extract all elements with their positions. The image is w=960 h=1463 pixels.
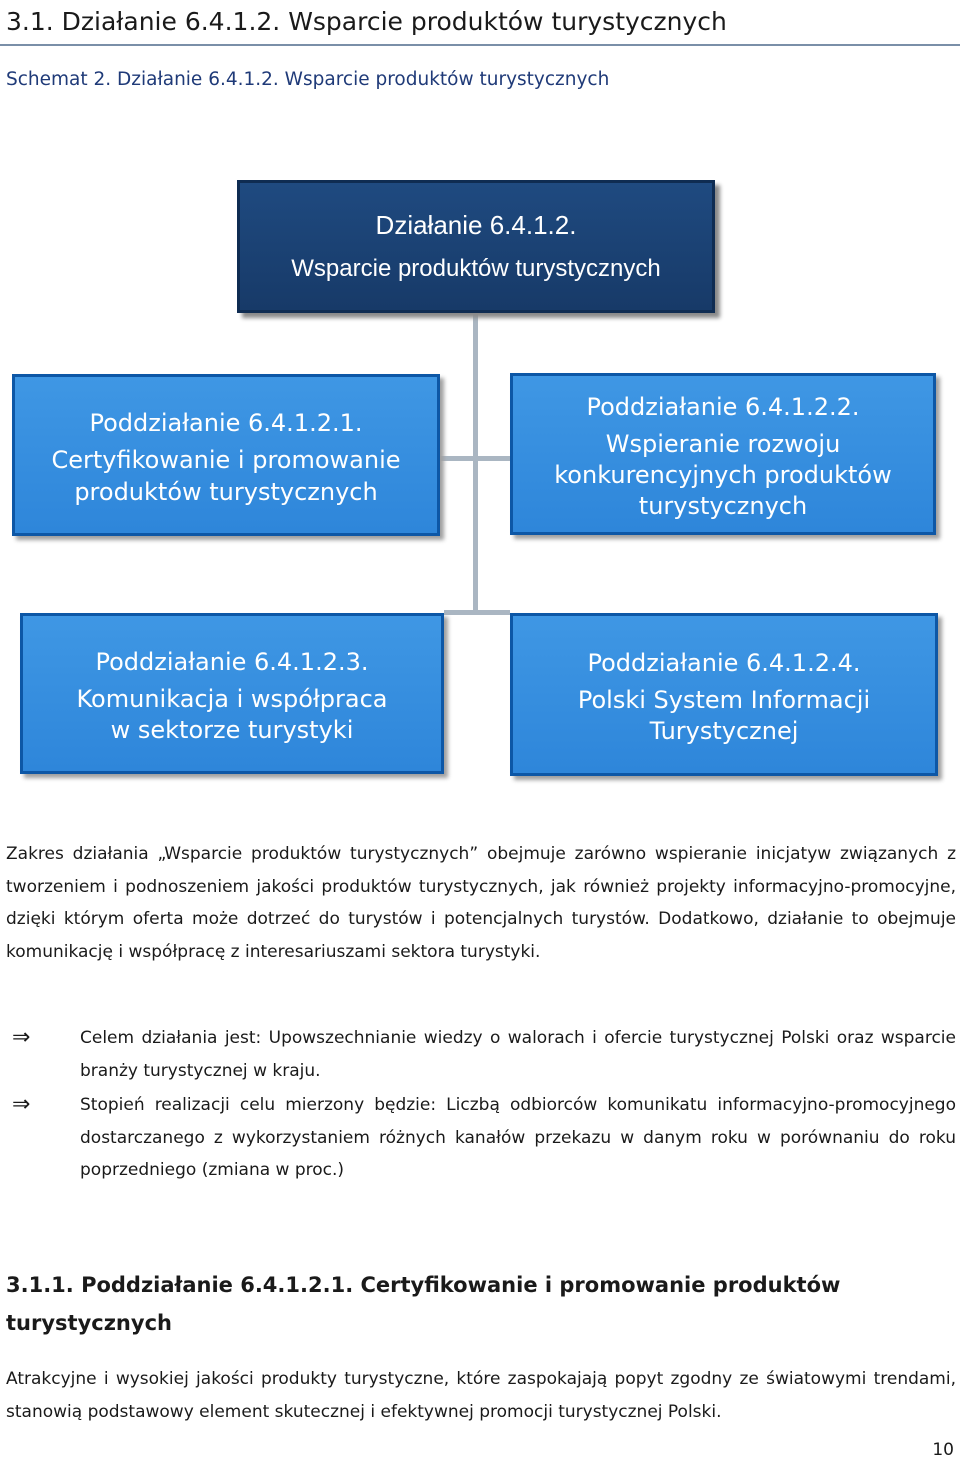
section-heading: 3.1. Działanie 6.4.1.2. Wsparcie produktów turystycznych	[6, 7, 727, 36]
diagram-box-sub-6-4-1-2-2	[510, 373, 936, 535]
box-text: Komunikacja i współpraca	[76, 684, 388, 713]
box-text: Polski System Informacji	[577, 685, 871, 714]
diagram-box-main-action	[237, 180, 715, 313]
box-title: Poddziałanie 6.4.1.2.1.	[89, 409, 363, 438]
box-text: konkurencyjnych produktów	[554, 461, 892, 489]
subsection-heading: 3.1.1. Poddziałanie 6.4.1.2.1. Certyfikowanie i promowanie produktów turystycznych	[6, 1273, 841, 1335]
intro-paragraph: Zakres działania „Wsparcie produktów turystycznych” obejmuje zarówno wspieranie inicjatyw związanych z tworzeniem i podnoszeniem jakości produktów turystycznych, jak również projekty informacyjno-promocyjne, dzięki którym oferta może dotrzeć do turystów i potencjalnych turystów. Dodatkowo, działanie to obejmuje komunikację i współpracę z interesariuszami sektora turystyki.	[6, 844, 956, 962]
closing-paragraph: Atrakcyjne i wysokiej jakości produkty turystyczne, które zaspokajają popyt zgodny ze światowymi trendami, stanowią podstawowy element skutecznej i efektywnej promocji turystycznej Polski.	[6, 1369, 956, 1422]
page-number: 10	[932, 1440, 954, 1460]
box-title: Poddziałanie 6.4.1.2.3.	[95, 647, 369, 676]
diagram-box-sub-6-4-1-2-4	[510, 613, 938, 776]
box-title: Poddziałanie 6.4.1.2.4.	[587, 648, 861, 677]
diagram-box-sub-6-4-1-2-1	[12, 374, 440, 536]
double-arrow-icon: ⇒	[12, 1092, 31, 1117]
double-arrow-icon: ⇒	[12, 1025, 31, 1050]
section-header	[0, 0, 960, 46]
diagram-caption: Schemat 2. Działanie 6.4.1.2. Wsparcie produktów turystycznych	[6, 69, 610, 90]
bullet-text: Celem działania jest: Upowszechnianie wiedzy o walorach i ofercie turystycznej Polski oraz wsparcie branży turystycznej w kraju.	[80, 1028, 956, 1081]
bullet-item-goal	[6, 1022, 956, 1087]
box-text: produktów turystycznych	[74, 477, 378, 506]
box-title: Działanie 6.4.1.2.	[375, 209, 577, 240]
box-subtitle: Wsparcie produktów turystycznych	[291, 255, 661, 283]
connector-branch-left-upper	[440, 456, 476, 461]
connector-branch-right-lower	[476, 610, 510, 615]
connector-branch-right-upper	[476, 456, 510, 461]
box-text: Certyfikowanie i promowanie	[51, 446, 401, 475]
box-title: Poddziałanie 6.4.1.2.2.	[586, 392, 860, 421]
box-text: turystycznych	[638, 492, 808, 521]
bullet-item-indicator	[6, 1089, 956, 1187]
box-text: Turystycznej	[649, 717, 799, 746]
connector-branch-left-lower	[444, 610, 476, 615]
diagram-box-sub-6-4-1-2-3	[20, 613, 444, 774]
box-text: Wspieranie rozwoju	[605, 429, 841, 458]
box-text: w sektorze turystyki	[110, 716, 354, 745]
bullet-text: Stopień realizacji celu mierzony będzie: Liczbą odbiorców komunikatu informacyjno-promocyjnego dostarczanego z wykorzystaniem różnych kanałów przekazu w danym roku w porównaniu do roku poprzedniego (zmiana w proc.)	[80, 1095, 956, 1180]
connector-trunk	[473, 313, 478, 613]
